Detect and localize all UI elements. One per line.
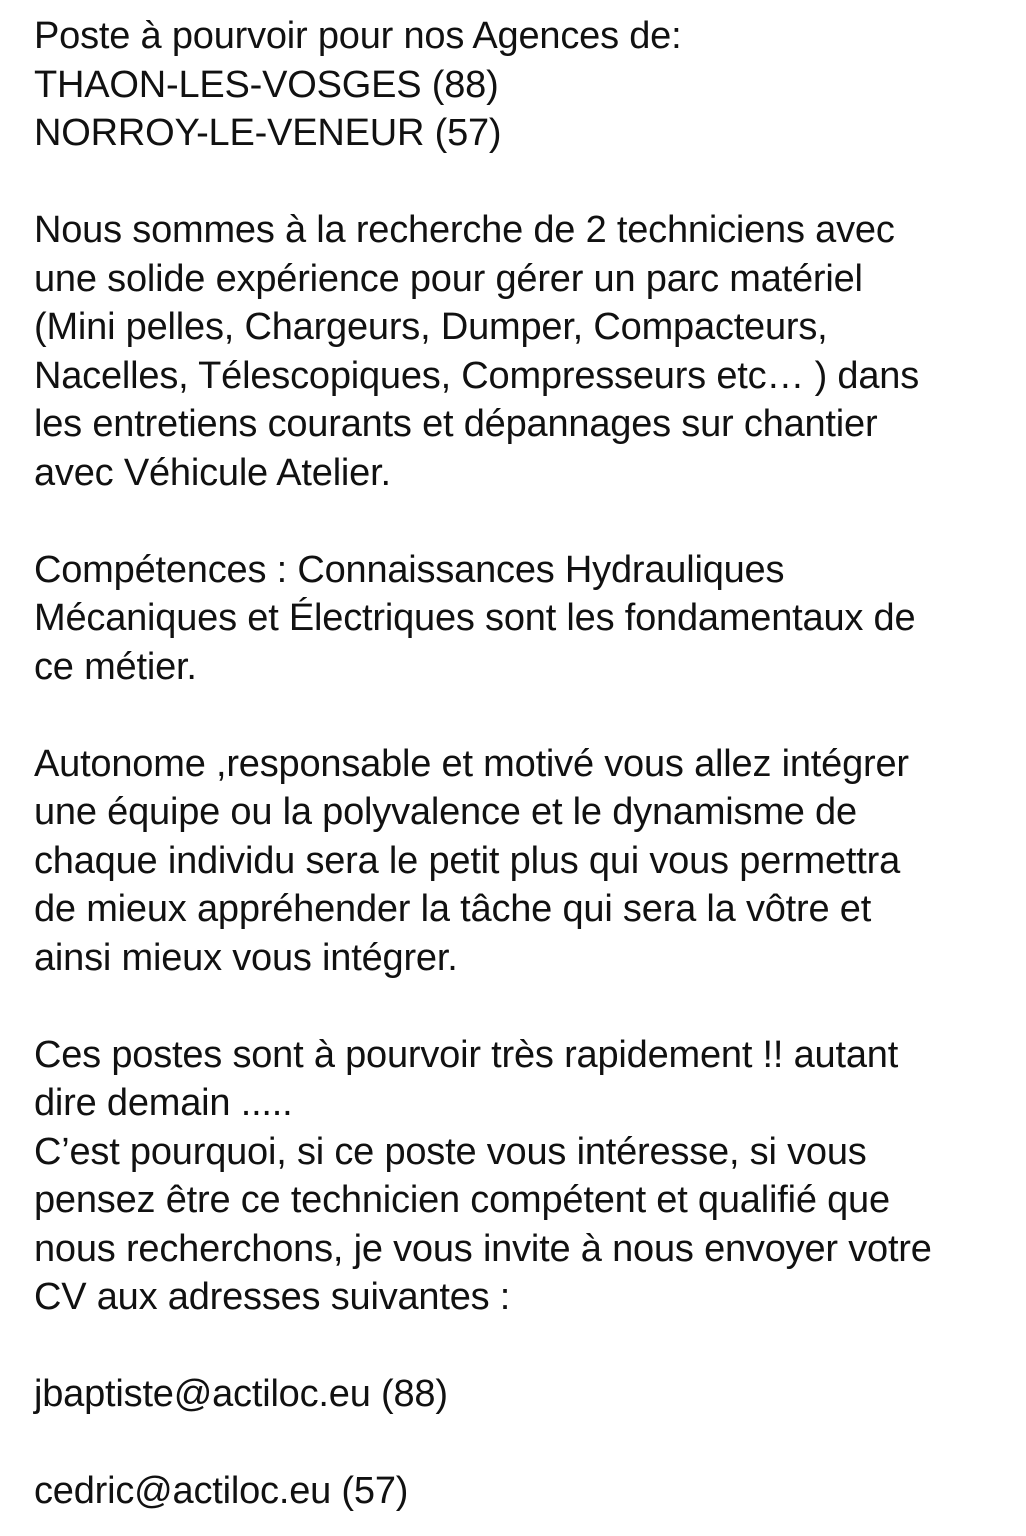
profile-line: de mieux appréhender la tâche qui sera la vôtre et — [34, 888, 872, 930]
profile-line: Autonome ,responsable et motivé vous allez intégrer — [34, 742, 909, 785]
email-contact-88[interactable]: jbaptiste@actiloc.eu (88) — [34, 1373, 448, 1415]
agency-norroy: NORROY-LE-VENEUR (57) — [34, 112, 502, 154]
closing-line: pensez être ce technicien compétent et qualifié que — [34, 1179, 890, 1221]
skills-line: Compétences : Connaissances Hydrauliques — [34, 548, 785, 591]
job-posting — [34, 12, 1024, 1516]
skills-line: ce métier. — [34, 645, 197, 688]
profile-line: chaque individu sera le petit plus qui vous permettra — [34, 839, 901, 882]
closing-line: CV aux adresses suivantes : — [34, 1276, 511, 1318]
contact-88-block — [34, 1370, 1024, 1419]
agency-thaon: THAON-LES-VOSGES (88) — [34, 63, 499, 106]
header-block — [34, 12, 1024, 158]
description-line: avec Véhicule Atelier. — [34, 451, 391, 494]
closing-line: dire demain ..... — [34, 1082, 293, 1124]
closing-line: nous recherchons, je vous invite à nous envoyer votre — [34, 1227, 932, 1270]
description-line: (Mini pelles, Chargeurs, Dumper, Compacteurs, — [34, 306, 828, 348]
intro-line: Poste à pourvoir pour nos Agences de: — [34, 15, 682, 57]
email-contact-57[interactable]: cedric@actiloc.eu (57) — [34, 1470, 409, 1512]
skills-paragraph — [34, 546, 1024, 692]
description-line: Nous sommes à la recherche de 2 techniciens avec — [34, 209, 895, 251]
description-paragraph — [34, 206, 1024, 497]
description-line: les entretiens courants et dépannages sur chantier — [34, 403, 878, 445]
closing-line: Ces postes sont à pourvoir très rapidement !! autant — [34, 1033, 899, 1076]
description-line: Nacelles, Télescopiques, Compresseurs etc… ) dans — [34, 354, 919, 397]
closing-line: C’est pourquoi, si ce poste vous intéresse, si vous — [34, 1130, 867, 1173]
profile-line: ainsi mieux vous intégrer. — [34, 936, 458, 979]
description-line: une solide expérience pour gérer un parc matériel — [34, 257, 863, 300]
closing-paragraph — [34, 1031, 1024, 1322]
skills-line: Mécaniques et Électriques sont les fondamentaux de — [34, 597, 916, 639]
profile-line: une équipe ou la polyvalence et le dynamisme de — [34, 791, 857, 833]
profile-paragraph — [34, 740, 1024, 983]
contact-57-block — [34, 1467, 1024, 1516]
